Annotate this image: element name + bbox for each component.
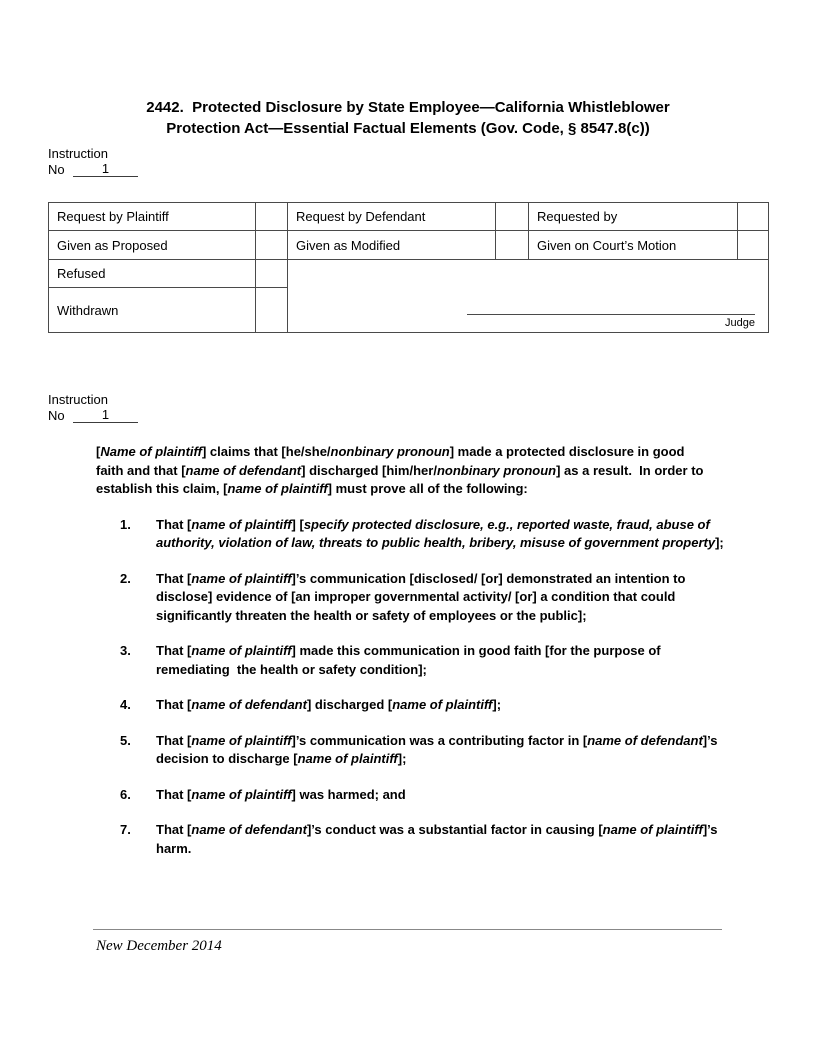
judge-signature-line[interactable] xyxy=(467,314,755,315)
instruction-number-field[interactable]: 1 xyxy=(73,407,138,423)
instruction-label: Instruction xyxy=(48,146,108,161)
cell-request-by-defendant: Request by Defendant xyxy=(288,203,496,231)
page-title xyxy=(40,97,776,139)
cell-refused: Refused xyxy=(49,260,256,288)
instruction-no-label: No xyxy=(48,408,65,423)
table-row xyxy=(49,203,769,231)
item-text: That [name of plaintiff] was harmed; and xyxy=(156,786,406,802)
instruction-no-label: No xyxy=(48,162,65,177)
cell-requested-by: Requested by xyxy=(529,203,738,231)
item-text: That [name of plaintiff]’s communication [disclosed/ [or] demonstrated an intention to disclose] evidence of [an improper governmental activity/ [or] a condition that could significantly threaten the health or safety of employees or the public]; xyxy=(156,570,690,623)
item-number: 6. xyxy=(120,786,131,802)
element-item-1 xyxy=(120,516,726,553)
checkbox-refused[interactable] xyxy=(256,260,288,288)
checkbox-withdrawn[interactable] xyxy=(256,288,288,333)
page-title-line-2: Protection Act—Essential Factual Elements (Gov. Code, § 8547.8(c)) xyxy=(166,120,650,137)
checkbox-given-on-courts-motion[interactable] xyxy=(738,231,769,260)
item-text: That [name of plaintiff]’s communication was a contributing factor in [name of defendant]’s decision to discharge [name of plaintiff]; xyxy=(156,732,722,766)
judge-label: Judge xyxy=(725,317,755,329)
item-number: 5. xyxy=(120,732,131,748)
instruction-label: Instruction xyxy=(48,392,108,407)
table-row xyxy=(49,231,769,260)
intro-paragraph: [Name of plaintiff] claims that [he/she/nonbinary pronoun] made a protected disclosure in good faith and that [name of defendant] discharged [him/her/nonbinary pronoun] as a result. In order to establish this claim, [name of plaintiff] must prove all of the following: xyxy=(96,444,708,496)
item-number: 3. xyxy=(120,643,131,658)
item-number: 4. xyxy=(120,697,131,712)
page-title-line-1: 2442. Protected Disclosure by State Employee—California Whistleblower xyxy=(146,99,670,116)
instruction-no-row xyxy=(48,161,816,177)
element-item-2 xyxy=(120,570,726,626)
cell-given-as-modified: Given as Modified xyxy=(288,231,496,260)
element-item-7 xyxy=(120,821,726,858)
judge-signature-cell xyxy=(288,260,769,333)
item-text: That [name of plaintiff] made this communication in good faith [for the purpose of remediating the health or safety condition]; xyxy=(156,643,665,677)
instruction-no-row xyxy=(48,407,816,423)
cell-given-on-courts-motion: Given on Court’s Motion xyxy=(529,231,738,260)
checkbox-request-by-defendant[interactable] xyxy=(496,203,529,231)
cell-request-by-plaintiff: Request by Plaintiff xyxy=(49,203,256,231)
instruction-body xyxy=(0,443,816,858)
cell-given-as-proposed: Given as Proposed xyxy=(49,231,256,260)
item-text: That [name of plaintiff] [specify protected disclosure, e.g., reported waste, fraud, abuse of authority, violation of law, threats to public health, bribery, misuse of government property]; xyxy=(156,516,724,550)
element-item-4 xyxy=(120,696,726,715)
instruction-number-block-main xyxy=(48,393,816,423)
item-text: That [name of defendant]’s conduct was a substantial factor in causing [name of plaintiff]’s harm. xyxy=(156,822,722,856)
checkbox-given-as-proposed[interactable] xyxy=(256,231,288,260)
checkbox-requested-by[interactable] xyxy=(738,203,769,231)
judge-signature-area xyxy=(467,314,755,330)
cell-withdrawn: Withdrawn xyxy=(49,288,256,333)
item-number: 7. xyxy=(120,822,131,837)
checkbox-request-by-plaintiff[interactable] xyxy=(256,203,288,231)
instruction-number-field[interactable]: 1 xyxy=(73,161,138,177)
element-item-3 xyxy=(120,642,726,679)
footer-revision-date: New December 2014 xyxy=(96,938,222,954)
table-row xyxy=(49,260,769,288)
checkbox-given-as-modified[interactable] xyxy=(496,231,529,260)
item-number: 2. xyxy=(120,570,131,586)
element-item-6 xyxy=(120,786,726,805)
footer-divider xyxy=(93,929,722,930)
instruction-status-table xyxy=(48,202,769,333)
item-text: That [name of defendant] discharged [name of plaintiff]; xyxy=(156,697,502,712)
element-item-5 xyxy=(120,732,726,769)
item-number: 1. xyxy=(120,516,131,532)
instruction-number-block-top xyxy=(48,147,816,177)
